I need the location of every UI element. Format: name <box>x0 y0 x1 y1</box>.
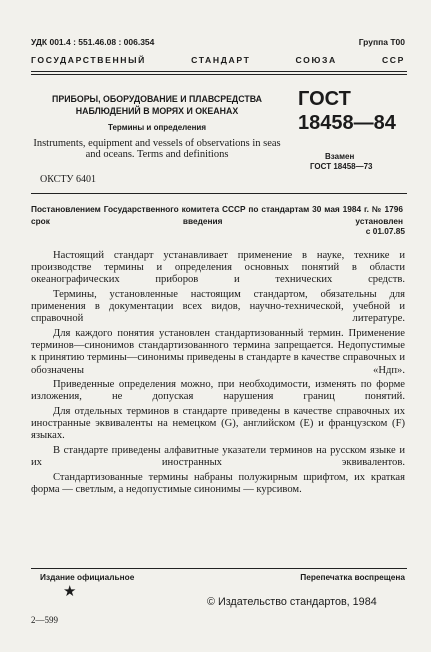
paragraph: Для отдельных терминов в стандарте приведены в качестве справочных их иностранные эквиваленты на немецком (G), английском (E) и французском (F) языках. <box>31 406 405 442</box>
decree-rule <box>31 193 407 194</box>
paragraph: Термины, установленные настоящим стандартом, обязательны для применения в документации всех видов, научно-технической, учебной и справочной литературе. <box>31 289 405 325</box>
paragraph: Стандартизованные термины набраны полужирным шрифтом, их краткая форма — светлым, а недопустимые синонимы — курсивом. <box>31 471 405 495</box>
replaces-label: Взамен <box>325 152 355 161</box>
standard-subtitle-ru: Термины и определения <box>107 123 206 132</box>
decree-date: с 01.07.85 <box>365 226 405 236</box>
gost-label: ГОСТ <box>298 88 351 110</box>
group-code: Группа Т00 <box>358 37 405 47</box>
paragraph: Для каждого понятия установлен стандартизованный термин. Применение терминов—синонимов стандартизованного термина запрещается. Недопустимые к принятию термины—синонимы приведены в стандарте в качестве справочных и обозначены «Ндп». <box>31 328 405 376</box>
header-rule-thick <box>31 71 407 72</box>
body-text <box>31 250 405 499</box>
udk-code: УДК 001.4 : 551.46.08 : 006.354 <box>31 37 155 47</box>
star-icon: ★ <box>63 584 77 600</box>
paragraph: В стандарте приведены алфавитные указатели терминов на русском языке и их иностранных эквивалентов. <box>31 445 405 469</box>
header-rule-thin <box>31 74 407 75</box>
state-standard-banner: ГОСУДАРСТВЕННЫЙ СТАНДАРТ СОЮЗА ССР <box>31 55 405 65</box>
replaces-value: ГОСТ 18458—73 <box>310 162 373 171</box>
footer-rule <box>31 568 407 569</box>
paragraph: Настоящий стандарт устанавливает применение в науке, технике и производстве термины и определения основных понятий в области океанографических приборов и технических средств. <box>31 250 405 286</box>
gost-number: 18458—84 <box>298 112 396 134</box>
reprint-prohibited-label: Перепечатка воспрещена <box>300 572 405 582</box>
standard-title-en: Instruments, equipment and vessels of observations in seas and oceans. Terms and definitions <box>33 138 281 160</box>
paragraph: Приведенные определения можно, при необходимости, изменять по форме изложения, не допуская нарушения границ понятий. <box>31 379 405 403</box>
okstu-code: ОКСТУ 6401 <box>40 174 97 185</box>
page-code: 2—599 <box>31 615 58 625</box>
copyright-notice: © Издательство стандартов, 1984 <box>207 596 377 608</box>
decree-text: Постановлением Государственного комитета СССР по стандартам 30 мая 1984 г. № 1796 срок введения установлен <box>31 204 403 226</box>
official-edition-label: Издание официальное <box>40 572 135 582</box>
standard-title-ru: ПРИБОРЫ, ОБОРУДОВАНИЕ И ПЛАВСРЕДСТВА НАБЛЮДЕНИЙ В МОРЯХ И ОКЕАНАХ <box>52 94 262 116</box>
